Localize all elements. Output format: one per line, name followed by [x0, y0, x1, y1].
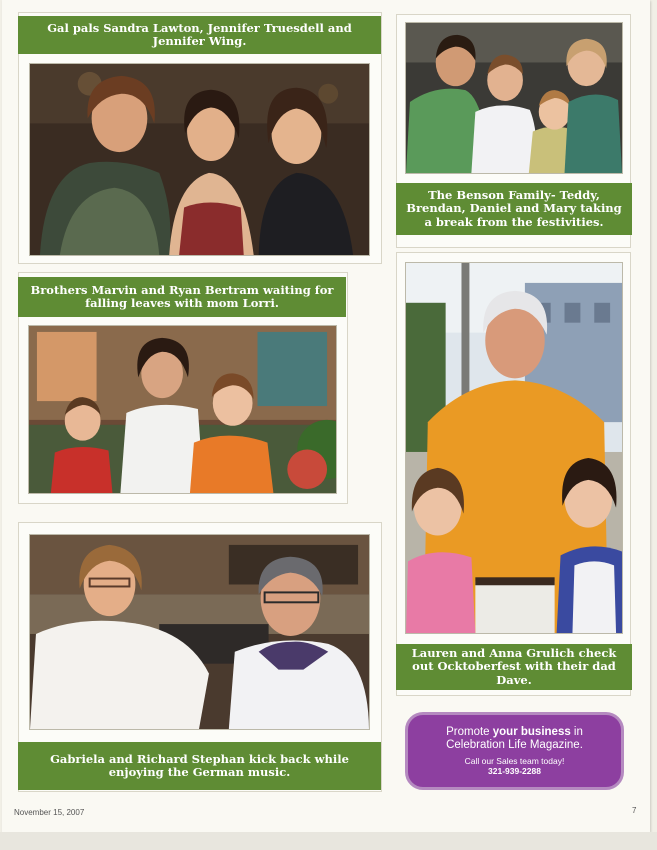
photo-benson-family — [405, 22, 623, 174]
caption-bertram: Brothers Marvin and Ryan Bertram waiting for falling leaves with mom Lorri. — [18, 277, 346, 317]
page-number: 7 — [632, 806, 637, 815]
photo-grulich — [405, 262, 623, 634]
caption-grulich: Lauren and Anna Grulich check out Ocktoberfest with their dad Dave. — [396, 644, 632, 690]
footer-date: November 15, 2007 — [14, 808, 85, 817]
caption-benson: The Benson Family- Teddy, Brendan, Daniel and Mary taking a break from the festivities. — [396, 183, 632, 235]
promo-line-2: Celebration Life Magazine. — [446, 739, 583, 751]
promo-line-1-bold: your business — [492, 726, 571, 738]
photo-stephan — [29, 534, 370, 730]
promo-advertisement[interactable] — [405, 712, 624, 790]
promo-line-3: Call our Sales team today! — [464, 756, 565, 766]
scan-bottom-edge — [0, 832, 657, 850]
promo-line-1-post: in — [570, 726, 583, 738]
promo-line-1 — [408, 726, 621, 739]
photo-gal-pals — [29, 63, 370, 256]
caption-gal-pals: Gal pals Sandra Lawton, Jennifer Truesdell and Jennifer Wing. — [18, 16, 381, 54]
caption-stephan: Gabriela and Richard Stephan kick back while enjoying the German music. — [18, 742, 381, 790]
photo-bertram — [28, 325, 337, 494]
promo-line-1-pre: Promote — [446, 726, 493, 738]
promo-phone[interactable]: 321-939-2288 — [488, 766, 541, 776]
